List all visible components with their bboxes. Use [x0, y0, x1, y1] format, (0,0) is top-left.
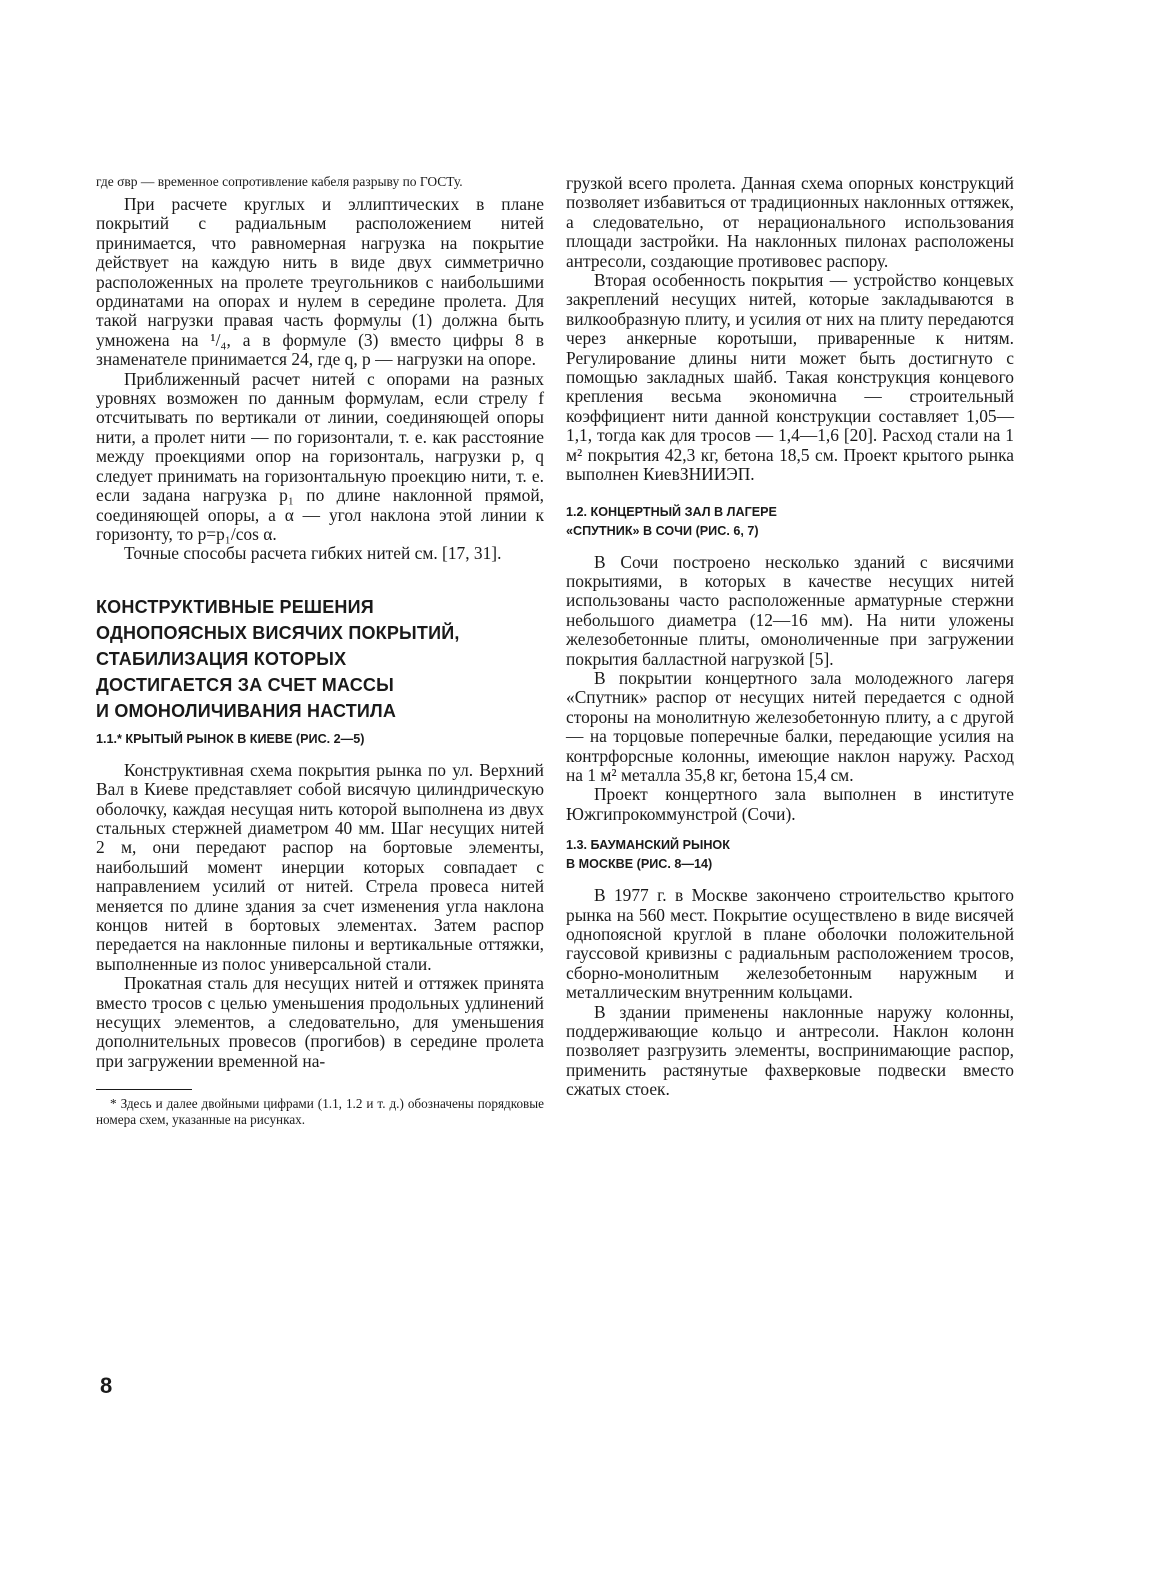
paragraph: Конструктивная схема покрытия рынка по ул. Верхний Вал в Киеве представляет собой висячую цилиндрическую оболочку, каждая несущая нить которой выполнена из двух стальных стержней диаметром 40 мм. Шаг несущих нитей 2 м, они передают распор на бортовые элементы, наибольший момент инерции которых совпадает с направлением усилий от нитей. Стрела провеса нитей меняется по длине здания за счет изменения угла наклона концов нитей в бортовых элементах. Затем распор передается на наклонные пилоны и вертикальные оттяжки, выполненные из полос универсальной стали.: [96, 759, 544, 974]
subsection-heading-1-2: [566, 503, 1014, 541]
footnote-divider: [96, 1089, 192, 1090]
subsection-heading-1-1: 1.1.* КРЫТЫЙ РЫНОК В КИЕВЕ (РИС. 2—5): [96, 731, 365, 746]
paragraph: Точные способы расчета гибких нитей см. [17, 31].: [124, 543, 502, 564]
paragraph: грузкой всего пролета. Данная схема опорных конструкций позволяет избавиться от традиционных наклонных оттяжек, а следовательно, от нерационального использования площади застройки. На наклонных пилонах расположены антресоли, создающие противовес распору.: [566, 173, 1014, 271]
subsection-heading-line: В МОСКВЕ (РИС. 8—14): [566, 857, 713, 872]
paragraph: Приближенный расчет нитей с опорами на разных уровнях возможен по данным формулам, если стрелу f отсчитывать по вертикали от линии, соединяющей опоры нити, а пролет нити — по горизонтали, т. е. как расстояние между проекциями опор на горизонталь, нагрузки p, q следует принимать на горизонтальную проекцию нити, т. е. если задана нагрузка p₁ по длине наклонной прямой, соединяющей опоры, а α — угол наклона этой линии к горизонту, то p=p₁/cos α.: [96, 368, 544, 544]
paragraph: В Сочи построено несколько зданий с висячими покрытиями, в которых в качестве несущих нитей использованы часто расположенные арматурные стержни небольшого диаметра (12—16 мм). На нити уложены железобетонные плиты, омоноличенные при загружении покрытия балластной нагрузкой [5].: [566, 551, 1014, 669]
section-heading-line: ДОСТИГАЕТСЯ ЗА СЧЕТ МАССЫ: [96, 674, 394, 695]
paragraph: В 1977 г. в Москве закончено строительство крытого рынка на 560 мест. Покрытие осуществлено в виде висячей однопоясной круглой в плане оболочки положительной гауссовой кривизны с радиальным расположением тросов, сборно-монолитным железобетонным наружным и металлическим внутренним кольцами.: [566, 885, 1014, 1003]
section-heading-line: ОДНОПОЯСНЫХ ВИСЯЧИХ ПОКРЫТИЙ,: [96, 622, 460, 643]
section-heading: [96, 594, 544, 724]
paragraph: Вторая особенность покрытия — устройство концевых закреплений несущих нитей, которые закладываются в вилкообразную плиту, и усилия от них на плиту передаются через анкерные коротыши, приваренные к нитям. Регулирование длины нити может быть достигнуто с помощью закладных шайб. Такая конструкция концевого крепления весьма экономична — строительный коэффициент нити данной конструкции составляет 1,05—1,1, тогда как для тросов — 1,4—1,6 [20]. Расход стали на 1 м² покрытия 42,3 кг, бетона 18,5 см. Проект крытого рынка выполнен КиевЗНИИЭП.: [566, 270, 1014, 485]
subsection-heading-line: «СПУТНИК» В СОЧИ (РИС. 6, 7): [566, 523, 759, 538]
section-heading-line: И ОМОНОЛИЧИВАНИЯ НАСТИЛА: [96, 700, 397, 721]
paragraph: Прокатная сталь для несущих нитей и оттяжек принята вместо тросов с целью уменьшения продольных удлинений несущих элементов, а следовательно, для уменьшения дополнительных провесов (прогибов) в середине пролета при загружении временной на-: [96, 973, 544, 1071]
section-heading-line: СТАБИЛИЗАЦИЯ КОТОРЫХ: [96, 648, 347, 669]
paragraph: При расчете круглых и эллиптических в плане покрытий с радиальным расположением нитей принимается, что равномерная нагрузка на покрытие действует на каждую нить в виде двух симметрично расположенных на пролете треугольников с наибольшими ординатами на опорах и нулем в середине пролета. Для такой нагрузки правая часть формулы (1) должна быть умножена на ¹/₄, а в формуле (3) вместо цифры 8 в знаменателе принимается 24, где q, p — нагрузки на опоре.: [96, 194, 544, 370]
formula-note: где σвр — временное сопротивление кабеля разрыву по ГОСТу.: [96, 174, 463, 189]
paragraph: Проект концертного зала выполнен в институте Южгипрокоммунстрой (Сочи).: [566, 784, 1014, 824]
subsection-heading-line: 1.2. КОНЦЕРТНЫЙ ЗАЛ В ЛАГЕРЕ: [566, 504, 777, 519]
paragraph: В покрытии концертного зала молодежного лагеря «Спутник» распор от несущих нитей передается с одной стороны на монолитную железобетонную плиту, а с другой — на торцовые поперечные балки, передающие усилия на контрфорсные колонны, имеющие наклон наружу. Расход на 1 м² металла 35,8 кг, бетона 15,4 см.: [566, 667, 1014, 785]
subsection-heading-1-3: [566, 836, 1014, 874]
left-column: [96, 174, 544, 1128]
right-column: [566, 174, 1014, 1100]
paragraph: В здании применены наклонные наружу колонны, поддерживающие кольцо и антресоли. Наклон колонн позволяет разгрузить элементы, воспринимающие распор, применить растянутые фахверковые подвески вместо сжатых стоек.: [566, 1001, 1014, 1100]
subsection-heading-line: 1.3. БАУМАНСКИЙ РЫНОК: [566, 838, 730, 853]
page-number: 8: [100, 1373, 113, 1398]
section-heading-line: КОНСТРУКТИВНЫЕ РЕШЕНИЯ: [96, 596, 374, 617]
footnote: * Здесь и далее двойными цифрами (1.1, 1.2 и т. д.) обозначены порядковые номера схем, указанные на рисунках.: [96, 1096, 544, 1128]
